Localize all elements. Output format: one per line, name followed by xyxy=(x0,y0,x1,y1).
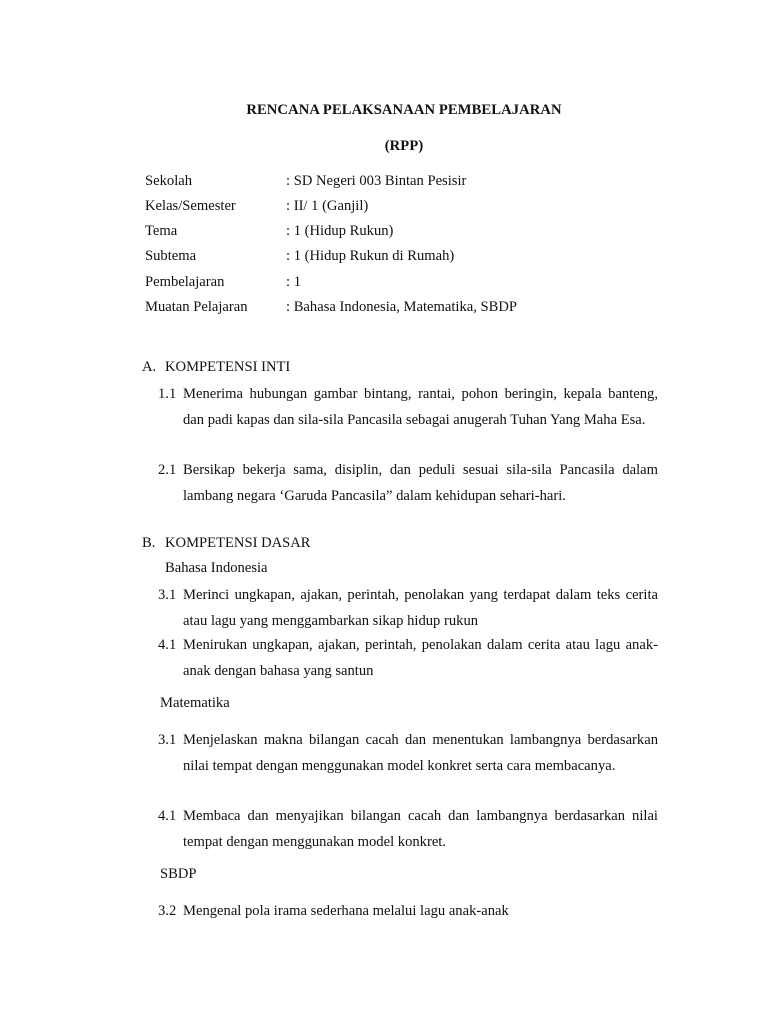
item-number: 3.1 xyxy=(158,732,177,748)
item-number: 2.1 xyxy=(158,462,177,478)
item-number: 3.1 xyxy=(158,587,177,603)
section-a-marker: A. xyxy=(142,359,157,375)
identity-row-kelas xyxy=(145,198,665,218)
document-title: RENCANA PELAKSANAAN PEMBELAJARAN xyxy=(246,102,562,118)
section-a-heading: KOMPETENSI INTI xyxy=(165,359,291,375)
identity-label: Tema xyxy=(145,223,178,239)
identity-value: : 1 xyxy=(286,274,301,290)
identity-value: : II/ 1 (Ganjil) xyxy=(286,198,369,214)
identity-value: : 1 (Hidup Rukun) xyxy=(286,223,394,239)
identity-row-sekolah xyxy=(145,173,665,193)
identity-label: Pembelajaran xyxy=(145,274,225,290)
item-text: Menerima hubungan gambar bintang, rantai, pohon beringin, kepala banteng, dan padi kapas dan sila-sila Pancasila sebagai anugerah Tuhan Yang Maha Esa. xyxy=(183,386,658,428)
identity-value: : 1 (Hidup Rukun di Rumah) xyxy=(286,248,455,264)
item-number: 4.1 xyxy=(158,808,177,824)
identity-value: : SD Negeri 003 Bintan Pesisir xyxy=(286,173,467,189)
identity-value: : Bahasa Indonesia, Matematika, SBDP xyxy=(286,299,518,315)
identity-row-tema xyxy=(145,223,665,243)
item-text: Membaca dan menyajikan bilangan cacah dan lambangnya berdasarkan nilai tempat dengan menggunakan model konkret. xyxy=(183,808,658,850)
item-text: Mengenal pola irama sederhana melalui lagu anak-anak xyxy=(183,903,509,919)
section-b-marker: B. xyxy=(142,535,156,551)
item-number: 3.2 xyxy=(158,903,177,919)
item-number: 4.1 xyxy=(158,637,177,653)
item-text: Menirukan ungkapan, ajakan, perintah, penolakan dalam cerita atau lagu anak-anak dengan bahasa yang santun xyxy=(183,637,658,679)
identity-label: Sekolah xyxy=(145,173,193,189)
section-b-heading: KOMPETENSI DASAR xyxy=(165,535,311,551)
item-text: Menjelaskan makna bilangan cacah dan menentukan lambangnya berdasarkan nilai tempat dengan menggunakan model konkret serta cara membacanya. xyxy=(183,732,658,774)
identity-row-pembelajaran xyxy=(145,274,665,294)
item-number: 1.1 xyxy=(158,386,177,402)
item-text: Merinci ungkapan, ajakan, perintah, penolakan yang terdapat dalam teks cerita atau lagu yang menggambarkan sikap hidup rukun xyxy=(183,587,658,629)
identity-label: Subtema xyxy=(145,248,197,264)
subject-bahasa-indonesia: Bahasa Indonesia xyxy=(165,560,268,576)
identity-label: Kelas/Semester xyxy=(145,198,236,214)
identity-label: Muatan Pelajaran xyxy=(145,299,248,315)
item-text: Bersikap bekerja sama, disiplin, dan peduli sesuai sila-sila Pancasila dalam lambang negara ‘Garuda Pancasila” dalam kehidupan sehari-hari. xyxy=(183,462,658,504)
identity-row-subtema xyxy=(145,248,665,268)
identity-row-muatan xyxy=(145,299,665,319)
document-subtitle: (RPP) xyxy=(384,138,424,154)
subject-matematika: Matematika xyxy=(160,695,230,711)
subject-sbdp: SBDP xyxy=(160,866,197,882)
